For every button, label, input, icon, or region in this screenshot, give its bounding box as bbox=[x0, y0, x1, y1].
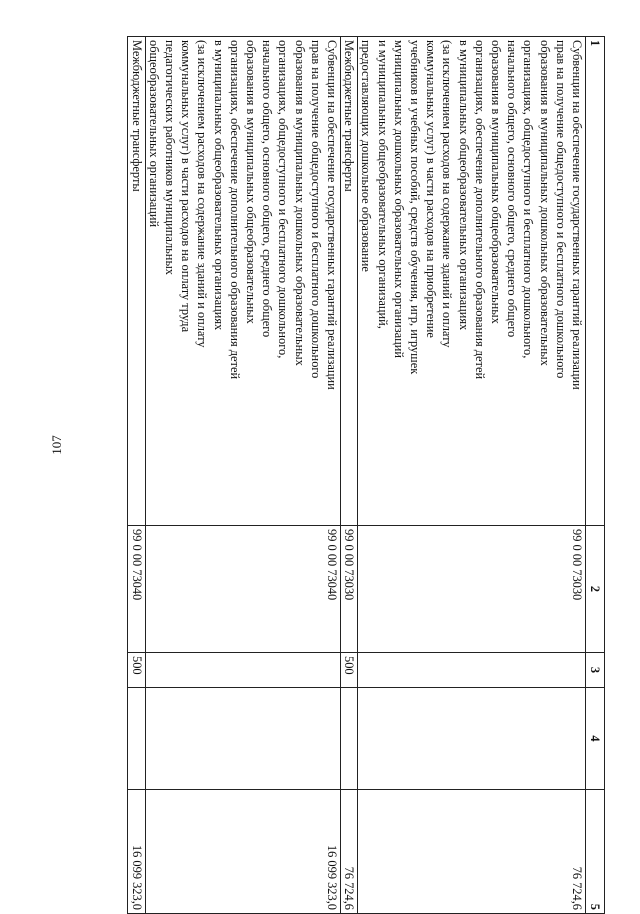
header-col-2: 2 bbox=[586, 526, 605, 653]
row-amount: 76 724,6 bbox=[358, 790, 586, 914]
header-col-5: 5 bbox=[586, 790, 605, 914]
row-col-4 bbox=[128, 688, 145, 790]
row-target-code: 99 0 00 73030 bbox=[340, 526, 357, 653]
row-description: Межбюджетные трансферты bbox=[128, 37, 145, 526]
row-col-4 bbox=[340, 688, 357, 790]
header-col-1: 1 bbox=[586, 37, 605, 526]
row-description: Субвенции на обеспечение государственных гарантий реализации прав на получение общедоступного и бесплатного дошкольного образования в муниципальных дошкольных образовательных организациях, общедоступного и бесплатного дошкольного, начального общего, основного общего, среднего общего образования в муниципальных общеобразовательных организациях, обеспечение дополнительного образования детей в муниципальных общеобразовательных организациях (за исключением расходов на содержание зданий и оплату коммунальных услуг) в части расходов на оплату труда педагогических работников муниципальных общеобразовательных организаций bbox=[145, 37, 340, 526]
row-target-code: 99 0 00 73040 bbox=[128, 526, 145, 653]
table-row bbox=[340, 37, 357, 914]
row-description: Межбюджетные трансферты bbox=[340, 37, 357, 526]
page-number: 107 bbox=[49, 435, 64, 455]
row-amount: 16 099 323,0 bbox=[128, 790, 145, 914]
row-expense-type: 500 bbox=[340, 653, 357, 688]
rotated-page-content bbox=[81, 36, 605, 910]
table-row bbox=[145, 37, 340, 914]
header-col-4: 4 bbox=[586, 688, 605, 790]
budget-table bbox=[127, 36, 605, 914]
table-row bbox=[128, 37, 145, 914]
row-expense-type bbox=[358, 653, 586, 688]
row-expense-type bbox=[145, 653, 340, 688]
row-description: Субвенции на обеспечение государственных гарантий реализации прав на получение общедоступного и бесплатного дошкольного образования в муниципальных дошкольных образовательных организациях, общедоступного и бесплатного дошкольного, начального общего, основного общего, среднего общего образования в муниципальных общеобразовательных организациях, обеспечение дополнительного образования детей в муниципальных общеобразовательных организациях (за исключением расходов на содержание зданий и оплату коммунальных услуг) в части расходов на приобретение учебников и учебных пособий, средств обучения, игр, игрушек муниципальных дошкольных образовательных организаций и муниципальных общеобразовательных организаций, предоставляющих дошкольное образование bbox=[358, 37, 586, 526]
row-target-code: 99 0 00 73040 bbox=[145, 526, 340, 653]
row-col-4 bbox=[145, 688, 340, 790]
row-target-code: 99 0 00 73030 bbox=[358, 526, 586, 653]
row-col-4 bbox=[358, 688, 586, 790]
row-amount: 16 099 323,0 bbox=[145, 790, 340, 914]
row-expense-type: 500 bbox=[128, 653, 145, 688]
header-col-3: 3 bbox=[586, 653, 605, 688]
table-row bbox=[358, 37, 586, 914]
header-row bbox=[586, 37, 605, 914]
row-amount: 76 724,6 bbox=[340, 790, 357, 914]
